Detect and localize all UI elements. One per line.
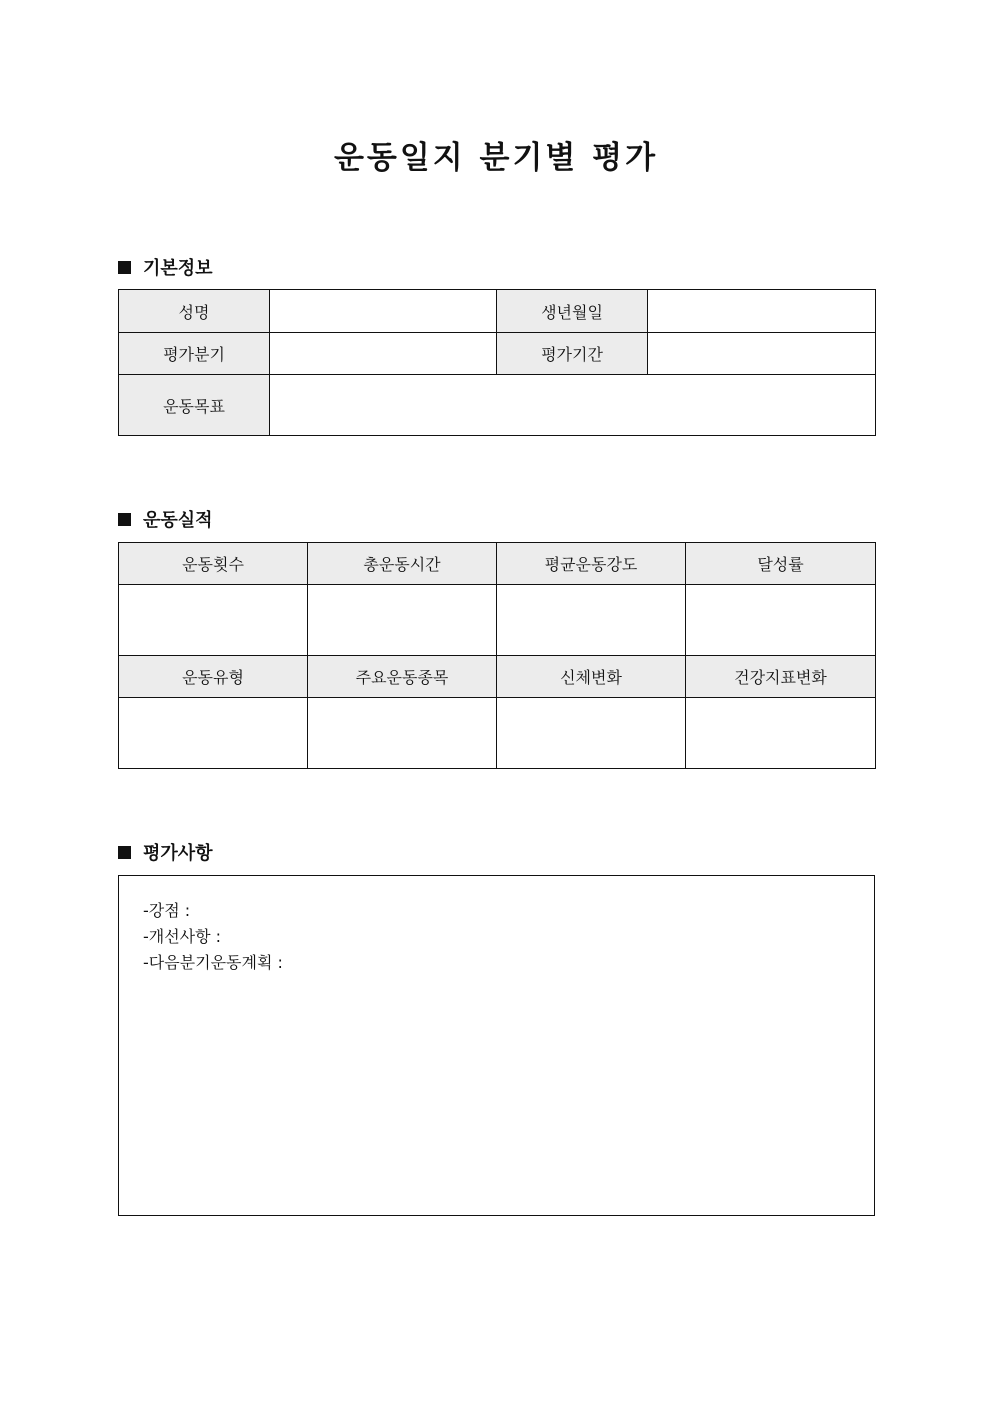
period-label: 평가기간: [497, 333, 648, 375]
performance-table: [118, 542, 876, 769]
square-bullet-icon: [118, 846, 131, 859]
health-index-header: 건강지표변화: [686, 656, 876, 698]
name-field[interactable]: [270, 290, 497, 333]
body-change-header: 신체변화: [497, 656, 686, 698]
type-header: 운동유형: [119, 656, 308, 698]
strengths-line: -강점 :: [143, 901, 191, 920]
achievement-header: 달성률: [686, 543, 876, 585]
next-plan-line: -다음분기운동계획 :: [143, 953, 283, 972]
body-change-field[interactable]: [497, 698, 686, 769]
square-bullet-icon: [118, 513, 131, 526]
health-index-field[interactable]: [686, 698, 876, 769]
name-label: 성명: [119, 290, 270, 333]
evaluation-heading-text: 평가사항: [143, 843, 213, 864]
evaluation-lines: [143, 898, 283, 976]
performance-heading: [118, 506, 213, 532]
page-title: 운동일지 분기별 평가: [333, 140, 659, 176]
avg-intensity-header: 평균운동강도: [497, 543, 686, 585]
main-exercise-header: 주요운동종목: [308, 656, 497, 698]
basic-info-heading-text: 기본정보: [143, 258, 213, 279]
quarter-label: 평가분기: [119, 333, 270, 375]
improvements-line: -개선사항 :: [143, 927, 222, 946]
type-field[interactable]: [119, 698, 308, 769]
basic-info-table: [118, 289, 876, 436]
goal-field[interactable]: [270, 375, 876, 436]
total-time-header: 총운동시간: [308, 543, 497, 585]
count-header: 운동횟수: [119, 543, 308, 585]
square-bullet-icon: [118, 261, 131, 274]
period-field[interactable]: [648, 333, 876, 375]
total-time-field[interactable]: [308, 585, 497, 656]
evaluation-box[interactable]: [118, 875, 875, 1216]
count-field[interactable]: [119, 585, 308, 656]
quarter-field[interactable]: [270, 333, 497, 375]
performance-heading-text: 운동실적: [143, 510, 213, 531]
birth-field[interactable]: [648, 290, 876, 333]
evaluation-heading: [118, 839, 213, 865]
basic-info-heading: [118, 254, 213, 280]
achievement-field[interactable]: [686, 585, 876, 656]
avg-intensity-field[interactable]: [497, 585, 686, 656]
main-exercise-field[interactable]: [308, 698, 497, 769]
birth-label: 생년월일: [497, 290, 648, 333]
goal-label: 운동목표: [119, 375, 270, 436]
